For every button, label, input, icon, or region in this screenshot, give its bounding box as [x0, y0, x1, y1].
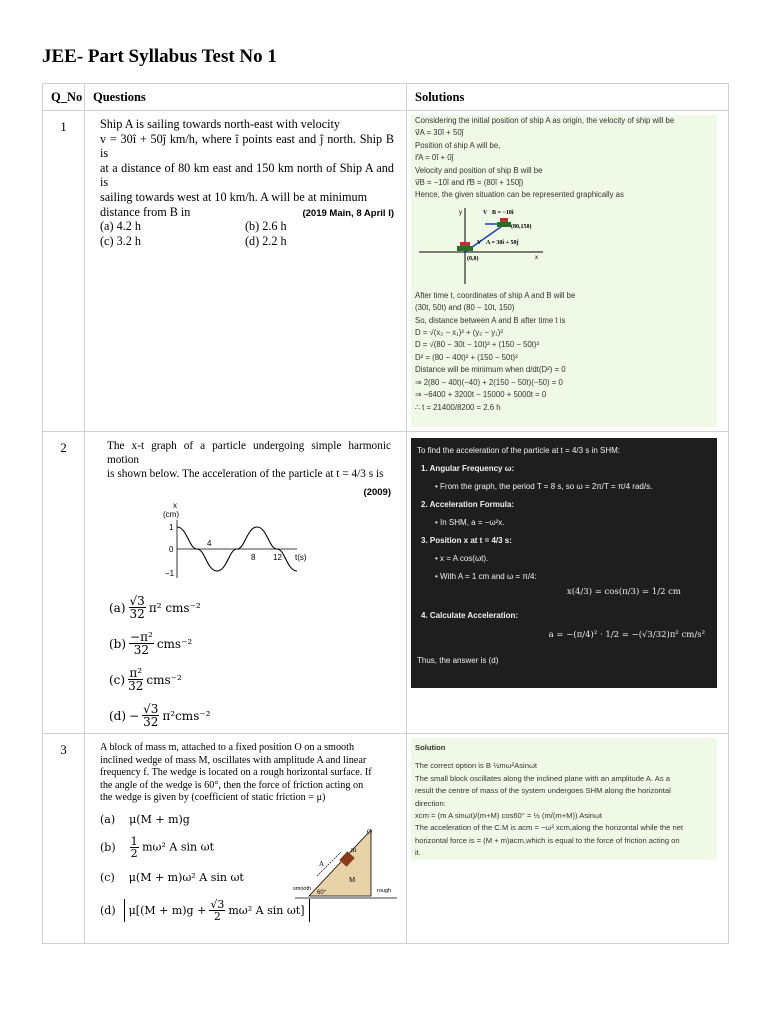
- question-line: Ship A is sailing towards north-east with velocity: [100, 117, 341, 131]
- solution-line: Velocity and position of ship B will be: [415, 165, 543, 175]
- opt-d-pre: −: [129, 708, 140, 723]
- solution-bullet: • In SHM, a = −ω²x.: [435, 518, 505, 527]
- opt-c-den: 32: [128, 679, 144, 694]
- question-line: v = 30î + 50ĵ km/h, where î points east and ĵ north. Ship B is: [100, 131, 394, 161]
- opt-d-post: mω² A sin ωt]: [228, 904, 305, 918]
- fig-x-label: x: [535, 254, 538, 261]
- solution-line: The acceleration of the C.M is acm = −ω² xcm,along the horizontal while the net: [415, 823, 684, 833]
- page-title: JEE- Part Syllabus Test No 1: [42, 46, 277, 67]
- option-d: (d): [100, 904, 116, 918]
- solution-line: result the centre of mass of the system undergoes SHM along the horizontal: [415, 786, 671, 796]
- question-line: at a distance of 80 km east and 150 km north of Ship A and is: [100, 160, 394, 190]
- solution-line: After time t, coordinates of ship A and B will be: [415, 290, 576, 300]
- opt-b-num: 1: [130, 835, 138, 849]
- solution-line: Distance will be minimum when d/dt(D²) = 0: [415, 365, 566, 375]
- option-c: (c): [109, 672, 126, 687]
- option-b: (b) 2.6 h: [245, 219, 287, 234]
- opt-b-den: 2: [130, 847, 138, 861]
- graph-t12: 12: [273, 552, 282, 562]
- solution-line: Hence, the given situation can be represented graphically as: [415, 190, 624, 200]
- question-line: the angle of the wedge is 60°, then the force of friction acting on: [100, 779, 364, 791]
- solution-intro: To find the acceleration of the particle at t = 4/3 s in SHM:: [417, 446, 620, 455]
- opt-b-rest: cms⁻²: [156, 636, 193, 651]
- option-c: (c) 3.2 h: [100, 234, 141, 249]
- solution-line: direction:: [415, 798, 446, 808]
- wedge-M-label: M: [349, 876, 356, 884]
- solution-heading: 1. Angular Frequency ω:: [421, 464, 515, 473]
- solution-line: v⃗A = 30î + 50ĵ: [415, 128, 464, 138]
- question-cell: [85, 111, 407, 432]
- solution-line: it.: [415, 848, 421, 858]
- fig-va-label: V⃗A = 30î + 50ĵ: [477, 239, 519, 246]
- option-b: (b): [109, 636, 127, 651]
- opt-d-num: √3: [143, 702, 159, 717]
- opt-b-num: −π²: [130, 630, 153, 645]
- solution-cell: [407, 734, 729, 944]
- opt-a-rest: π² cms⁻²: [148, 600, 201, 615]
- solution-heading: 3. Position x at t = 4/3 s:: [421, 536, 512, 545]
- opt-d-num: √3: [210, 898, 225, 912]
- solution-line: So, distance between A and B after time t is: [415, 315, 566, 325]
- option-a: (a) 4.2 h: [100, 219, 141, 234]
- question-line: inclined wedge of mass M, oscillates with amplitude A and linear: [100, 754, 367, 766]
- solution-line: (30t, 50t) and (80 − 10t, 150): [415, 303, 515, 313]
- opt-a-num: √3: [129, 594, 145, 609]
- opt-a-text: μ(M + m)g: [129, 813, 190, 827]
- solution-line: r⃗A = 0î + 0ĵ: [415, 153, 454, 163]
- solution-line: The small block oscillates along the inclined plane with an amplitude A. As a: [415, 773, 670, 783]
- question-line: the wedge is given by (coefficient of static friction = μ): [100, 792, 326, 804]
- question-number: 1: [43, 111, 85, 432]
- solution-line: D² = (80 − 40t)² + (150 − 50t)²: [415, 352, 518, 362]
- question-line: A block of mass m, attached to a fixed position O on a smooth: [100, 742, 355, 753]
- solution-cell: [407, 111, 729, 432]
- header-qno: Q_No: [43, 84, 85, 111]
- question-cell: [85, 734, 407, 944]
- wedge-smooth-label: smooth: [293, 886, 312, 892]
- opt-d-pre: μ[(M + m)g +: [128, 904, 207, 918]
- bullet-text: In SHM, a = −ω²x.: [440, 518, 505, 527]
- question-cell: [85, 432, 407, 734]
- opt-c-text: μ(M + m)ω² A sin ωt: [128, 871, 244, 885]
- graph-unit-label: (cm): [163, 509, 179, 519]
- ships-vector-diagram: [417, 204, 547, 288]
- question-line: sailing towards west at 10 km/h. A will be at minimum: [100, 189, 368, 204]
- option-a: (a): [100, 813, 116, 827]
- table-row: [43, 432, 729, 734]
- solution-cell: [407, 432, 729, 734]
- graph-y0: 0: [169, 544, 174, 554]
- graph-y1: 1: [169, 522, 174, 532]
- wedge-diagram: [291, 826, 401, 916]
- solution-bullet: • x = A cos(ωt).: [435, 554, 489, 563]
- option-b: (b): [100, 841, 116, 855]
- opt-d-rest: π²cms⁻²: [162, 708, 211, 723]
- table-row: [43, 734, 729, 944]
- question-line: frequency f. The wedge is located on a rough horizontal surface. If: [100, 767, 372, 779]
- question-2: [107, 440, 391, 734]
- opt-c-rest: cms⁻²: [146, 672, 182, 687]
- bullet-text: x = A cos(ωt).: [440, 554, 489, 563]
- bullet-text: From the graph, the period T = 8 s, so ω = 2π/T = π/4 rad/s.: [440, 482, 653, 491]
- option-d: (d): [109, 708, 127, 723]
- solution-conclusion: Thus, the answer is (d): [417, 656, 499, 665]
- solution-line: ⇒ 2(80 − 40t)(−40) + 2(150 − 50t)(−50) = 0: [415, 377, 563, 387]
- xt-graph: [137, 500, 317, 590]
- question-1: [100, 117, 394, 249]
- question-line: distance from B in: [100, 204, 191, 219]
- solution-bullet: • From the graph, the period T = 8 s, so ω = 2π/T = π/4 rad/s.: [435, 482, 653, 491]
- solution-equation: x(4/3) = cos(π/3) = 1/2 cm: [566, 587, 681, 597]
- option-a: (a): [109, 600, 126, 615]
- solution-line: D = √(x₂ − x₁)² + (y₂ − y₁)²: [415, 328, 503, 338]
- solution-line: ∴ t = 21400/8200 = 2.6 h: [415, 402, 501, 412]
- opt-b-text: mω² A sin ωt: [142, 840, 215, 854]
- question-number: 3: [43, 734, 85, 944]
- opt-a-den: 32: [129, 607, 145, 622]
- wedge-angle-label: 60°: [317, 890, 327, 896]
- solution-equation: a = −(π/4)² · 1/2 = −(√3/32)π² cm/s²: [548, 630, 705, 640]
- graph-t4: 4: [207, 538, 212, 548]
- question-source: (2009): [363, 486, 391, 498]
- question-number: 2: [43, 432, 85, 734]
- solution-bullet: • With A = 1 cm and ω = π/4:: [435, 572, 537, 581]
- header-solutions: Solutions: [407, 84, 729, 111]
- graph-t-label: t(s): [295, 552, 307, 562]
- graph-x-label: x: [173, 500, 177, 510]
- solution-line: D = √(80 − 30t − 10t)² + (150 − 50t)²: [415, 340, 540, 350]
- opt-d-den: 32: [143, 715, 159, 730]
- fig-point-label: (80,150): [511, 223, 532, 230]
- header-questions: Questions: [85, 84, 407, 111]
- fig-vb-label: V⃗B = −10î: [483, 209, 514, 216]
- solution-line: v⃗B = −10î and r⃗B = (80î + 150ĵ): [415, 178, 524, 188]
- solution-line: The correct option is B ½mω²Asinωt: [415, 761, 538, 771]
- question-line: is shown below. The acceleration of the particle at t = 4/3 s is: [107, 468, 384, 480]
- fig-y-label: y: [459, 209, 462, 216]
- wedge-rough-label: rough: [377, 888, 392, 894]
- solution-line: Position of ship A will be,: [415, 140, 501, 150]
- table-header-row: [43, 84, 729, 111]
- question-source: (2019 Main, 8 April I): [302, 207, 394, 219]
- wedge-o-label: O: [367, 828, 373, 836]
- solution-2: [411, 438, 717, 688]
- solution-line: horizontal force is = (M + m)acm,which is equal to the force of friction acting on: [415, 835, 680, 845]
- solution-heading: Solution: [415, 743, 446, 752]
- table-row: [43, 111, 729, 432]
- bullet-text: With A = 1 cm and ω = π/4:: [440, 572, 537, 581]
- opt-d-den: 2: [213, 910, 221, 924]
- wedge-m-label: m: [351, 846, 357, 854]
- option-d: (d) 2.2 h: [245, 234, 287, 249]
- solution-line: Considering the initial position of ship A as origin, the velocity of ship will be: [415, 116, 675, 125]
- opt-b-den: 32: [133, 643, 150, 658]
- option-c: (c): [100, 871, 115, 885]
- fig-origin-label: (0,0): [467, 255, 479, 262]
- opt-c-num: π²: [129, 666, 143, 681]
- solution-line: ⇒ −6400 + 3200t − 15000 + 5000t = 0: [415, 390, 547, 400]
- wedge-a-label: A: [319, 860, 325, 868]
- graph-ym1: −1: [165, 568, 175, 578]
- questions-table: [42, 83, 729, 944]
- solution-heading: 4. Calculate Acceleration:: [421, 611, 519, 620]
- solution-1: [411, 115, 717, 427]
- graph-t8: 8: [251, 552, 256, 562]
- solution-heading: 2. Acceleration Formula:: [421, 500, 515, 509]
- solution-line: xcm = (m A sinωt)/(m+M) cos60° = ½ (m/(m+M)) Asinωt: [415, 811, 603, 821]
- question-line: The x-t graph of a particle undergoing simple harmonic motion: [107, 440, 391, 466]
- solution-3: [411, 738, 717, 860]
